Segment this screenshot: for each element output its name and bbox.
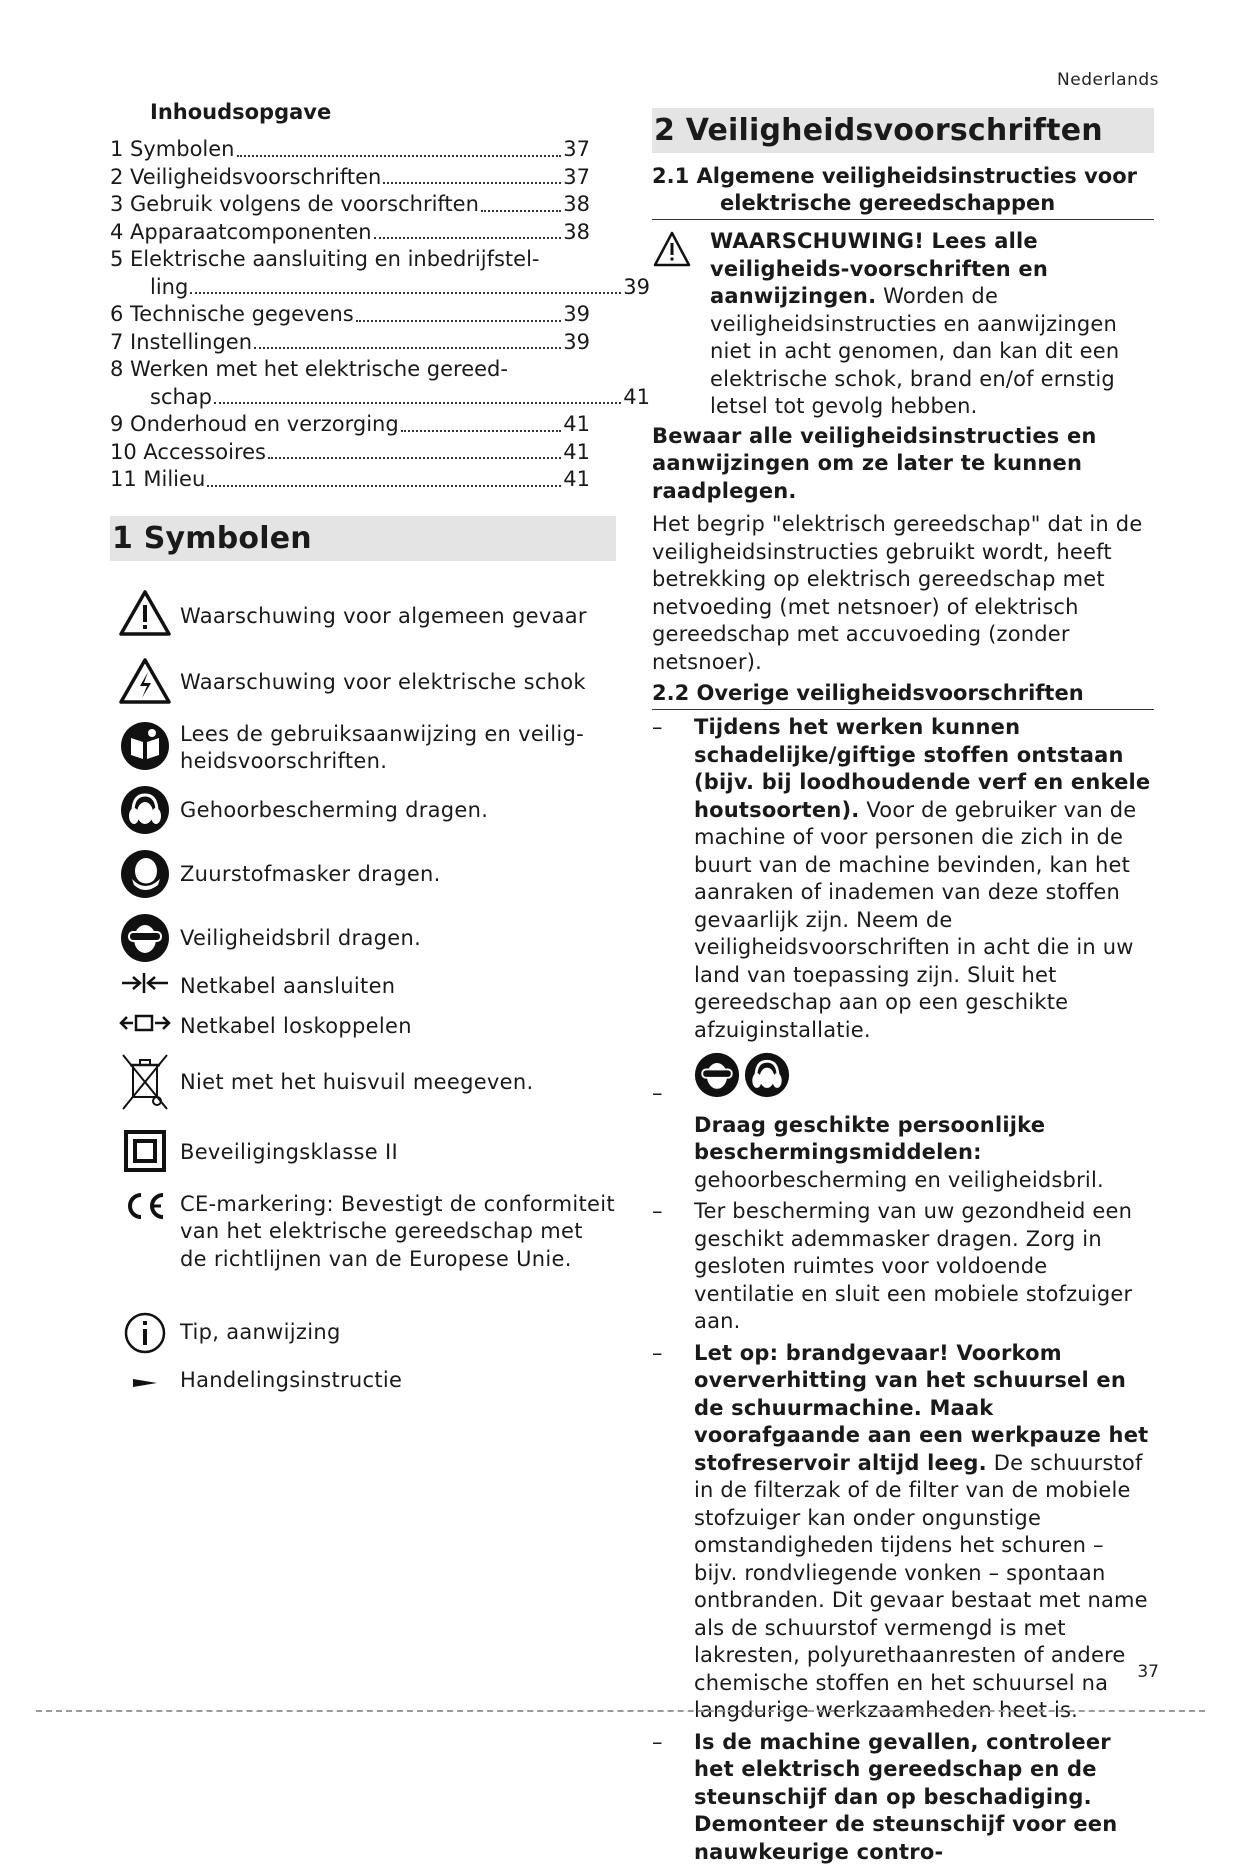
toc-entry[interactable]: 7 Instellingen 39 <box>110 329 590 357</box>
toc-entry[interactable]: 10 Accessoires 41 <box>110 439 590 467</box>
symbol-description: Zuurstofmasker dragen. <box>180 849 441 889</box>
safety-goggles-icon <box>110 913 180 963</box>
respirator-mask-icon <box>110 849 180 899</box>
warning-triangle-icon <box>652 230 692 276</box>
symbol-row <box>110 785 615 849</box>
plug-connect-icon <box>110 969 180 997</box>
toc-title: Inhoudsopgave <box>150 100 615 124</box>
symbol-row <box>110 1367 615 1407</box>
page-number: 37 <box>1137 1662 1159 1682</box>
toc-entry[interactable]: 6 Technische gegevens 39 <box>110 301 590 329</box>
plug-disconnect-icon <box>110 1011 180 1035</box>
symbol-row <box>110 1011 615 1051</box>
symbol-description: Waarschuwing voor elektrische schok <box>180 657 586 697</box>
section-heading-symbols: 1 Symbolen <box>110 516 616 561</box>
page-bottom-rule <box>36 1710 1205 1712</box>
right-column <box>652 108 1154 1866</box>
toc-entry[interactable]: 3 Gebruik volgens de voorschriften 38 <box>110 191 590 219</box>
list-item: – Tijdens het werken kunnen schadelijke/giftige stoffen ontstaan (bijv. bij loodhoudende verf en enkele houtsoorten). Voor de gebruiker van de machine of voor personen die zich in de buurt van de machine bevinden, kan het aanraken of inademen van deze stoffen gevaarlijk zijn. Neem de veiligheidsvoorschriften in acht die in uw land van toepassing zijn. Sluit het gereedschap aan op een geschikte afzuiginstallatie. <box>652 714 1154 1044</box>
safety-goggles-icon <box>694 1052 740 1106</box>
ear-protection-icon <box>110 785 180 835</box>
warning-text: Worden de veiligheidsinstructies en aanwijzingen niet in acht genomen, dan kan dit een elektrische schok, brand en/of ernstig letsel tot gevolg hebben. <box>710 284 1119 418</box>
crossed-bin-icon <box>110 1051 180 1113</box>
toc-entry[interactable]: 11 Milieu 41 <box>110 466 590 494</box>
toc-entry[interactable]: 1 Symbolen 37 <box>110 136 590 164</box>
symbol-row <box>110 913 615 969</box>
read-manual-icon <box>110 721 180 771</box>
warning-bold-text: WAARSCHUWING! Lees alle veiligheids-voorschriften en aanwijzingen. <box>710 229 1048 308</box>
toc-entry[interactable]: 8 Werken met het elektrische gereed- <box>110 356 590 384</box>
toc-entry[interactable]: 9 Onderhoud en verzorging 41 <box>110 411 590 439</box>
toc-entry-continuation[interactable]: schap 41 <box>110 384 650 412</box>
symbol-row <box>110 721 615 785</box>
ear-protection-icon <box>744 1052 790 1106</box>
general-warning <box>652 228 1154 421</box>
left-column <box>110 100 615 1407</box>
power-tool-definition: Het begrip "elektrisch gereedschap" dat in de veiligheidsinstructies gebruikt wordt, heeft betrekking op elektrisch gereedschap met netvoeding (met netsnoer) of elektrisch gereedschap met accuvoeding (zonder netsnoer). <box>652 511 1154 676</box>
list-item: – Draag geschikte persoonlijke beschermingsmiddelen: gehoorbescherming en veiligheidsbril. <box>652 1052 1154 1194</box>
table-of-contents <box>110 136 590 494</box>
symbol-description: Netkabel loskoppelen <box>180 1011 412 1041</box>
symbol-description: Beveiligingsklasse II <box>180 1129 398 1167</box>
symbol-description: Netkabel aansluiten <box>180 969 395 1001</box>
symbol-row <box>110 589 615 657</box>
action-arrow-icon <box>110 1367 180 1389</box>
symbol-row <box>110 657 615 721</box>
symbol-row <box>110 1051 615 1129</box>
toc-entry-continuation[interactable]: ling 39 <box>110 274 650 302</box>
toc-entry[interactable]: 5 Elektrische aansluiting en inbedrijfstel- <box>110 246 590 274</box>
symbol-row <box>110 849 615 913</box>
ce-mark-icon <box>110 1191 180 1221</box>
symbol-description: Tip, aanwijzing <box>180 1311 341 1347</box>
subsection-heading-other: 2.2 Overige veiligheidsvoorschriften <box>652 680 1154 710</box>
symbol-row <box>110 969 615 1011</box>
list-item: – Let op: brandgevaar! Voorkom oververhitting van het schuursel en de schuurmachine. Maak voorafgaande aan een werkpauze het stofreservoir altijd leeg. De schuurstof in de filterzak of de filter van de mobiele stofzuiger kan onder ongunstige omstandigheden tijdens het schuren – bijv. rondvliegende vonken – spontaan ontbranden. Dit gevaar bestaat met name als de schuurstof vermengd is met lakresten, polyurethaanresten of andere chemische stoffen en het schuursel na langdurige werkzaamheden heet is. <box>652 1340 1154 1725</box>
electric-shock-warning-icon <box>110 657 180 705</box>
section-heading-safety: 2 Veiligheidsvoorschriften <box>652 108 1154 153</box>
info-icon <box>110 1311 180 1355</box>
protection-class-ii-icon <box>110 1129 180 1173</box>
symbol-row <box>110 1191 615 1311</box>
symbol-description: Niet met het huisvuil meegeven. <box>180 1051 533 1097</box>
symbol-row <box>110 1129 615 1191</box>
subsection-heading-general: 2.1 Algemene veiligheidsinstructies voor elektrische gereedschappen <box>652 163 1154 220</box>
keep-instructions: Bewaar alle veiligheidsinstructies en aanwijzingen om ze later te kunnen raadplegen. <box>652 423 1154 506</box>
list-item: – Is de machine gevallen, controleer het elektrisch gereedschap en de steunschijf dan op beschadiging. Demonteer de steunschijf voor een nauwkeurige contro- <box>652 1729 1154 1866</box>
symbol-description: Lees de gebruiksaanwijzing en veilig-heidsvoorschriften. <box>180 721 615 776</box>
warning-triangle-icon <box>110 589 180 637</box>
page-language: Nederlands <box>1057 70 1159 90</box>
list-item: – Ter bescherming van uw gezondheid een geschikt ademmasker dragen. Zorg in gesloten ruimtes voor voldoende ventilatie en sluit een mobiele stofzuiger aan. <box>652 1198 1154 1336</box>
symbol-description: Handelingsinstructie <box>180 1367 402 1395</box>
symbol-description: Veiligheidsbril dragen. <box>180 913 421 953</box>
symbol-description: Waarschuwing voor algemeen gevaar <box>180 589 587 631</box>
toc-entry[interactable]: 4 Apparaatcomponenten 38 <box>110 219 590 247</box>
symbol-description: CE-markering: Bevestigt de conformiteit van het elektrische gereedschap met de richtlijnen van de Europese Unie. <box>180 1191 615 1274</box>
toc-entry[interactable]: 2 Veiligheidsvoorschriften 37 <box>110 164 590 192</box>
symbol-list <box>110 589 615 1407</box>
symbol-row <box>110 1311 615 1367</box>
symbol-description: Gehoorbescherming dragen. <box>180 785 488 825</box>
